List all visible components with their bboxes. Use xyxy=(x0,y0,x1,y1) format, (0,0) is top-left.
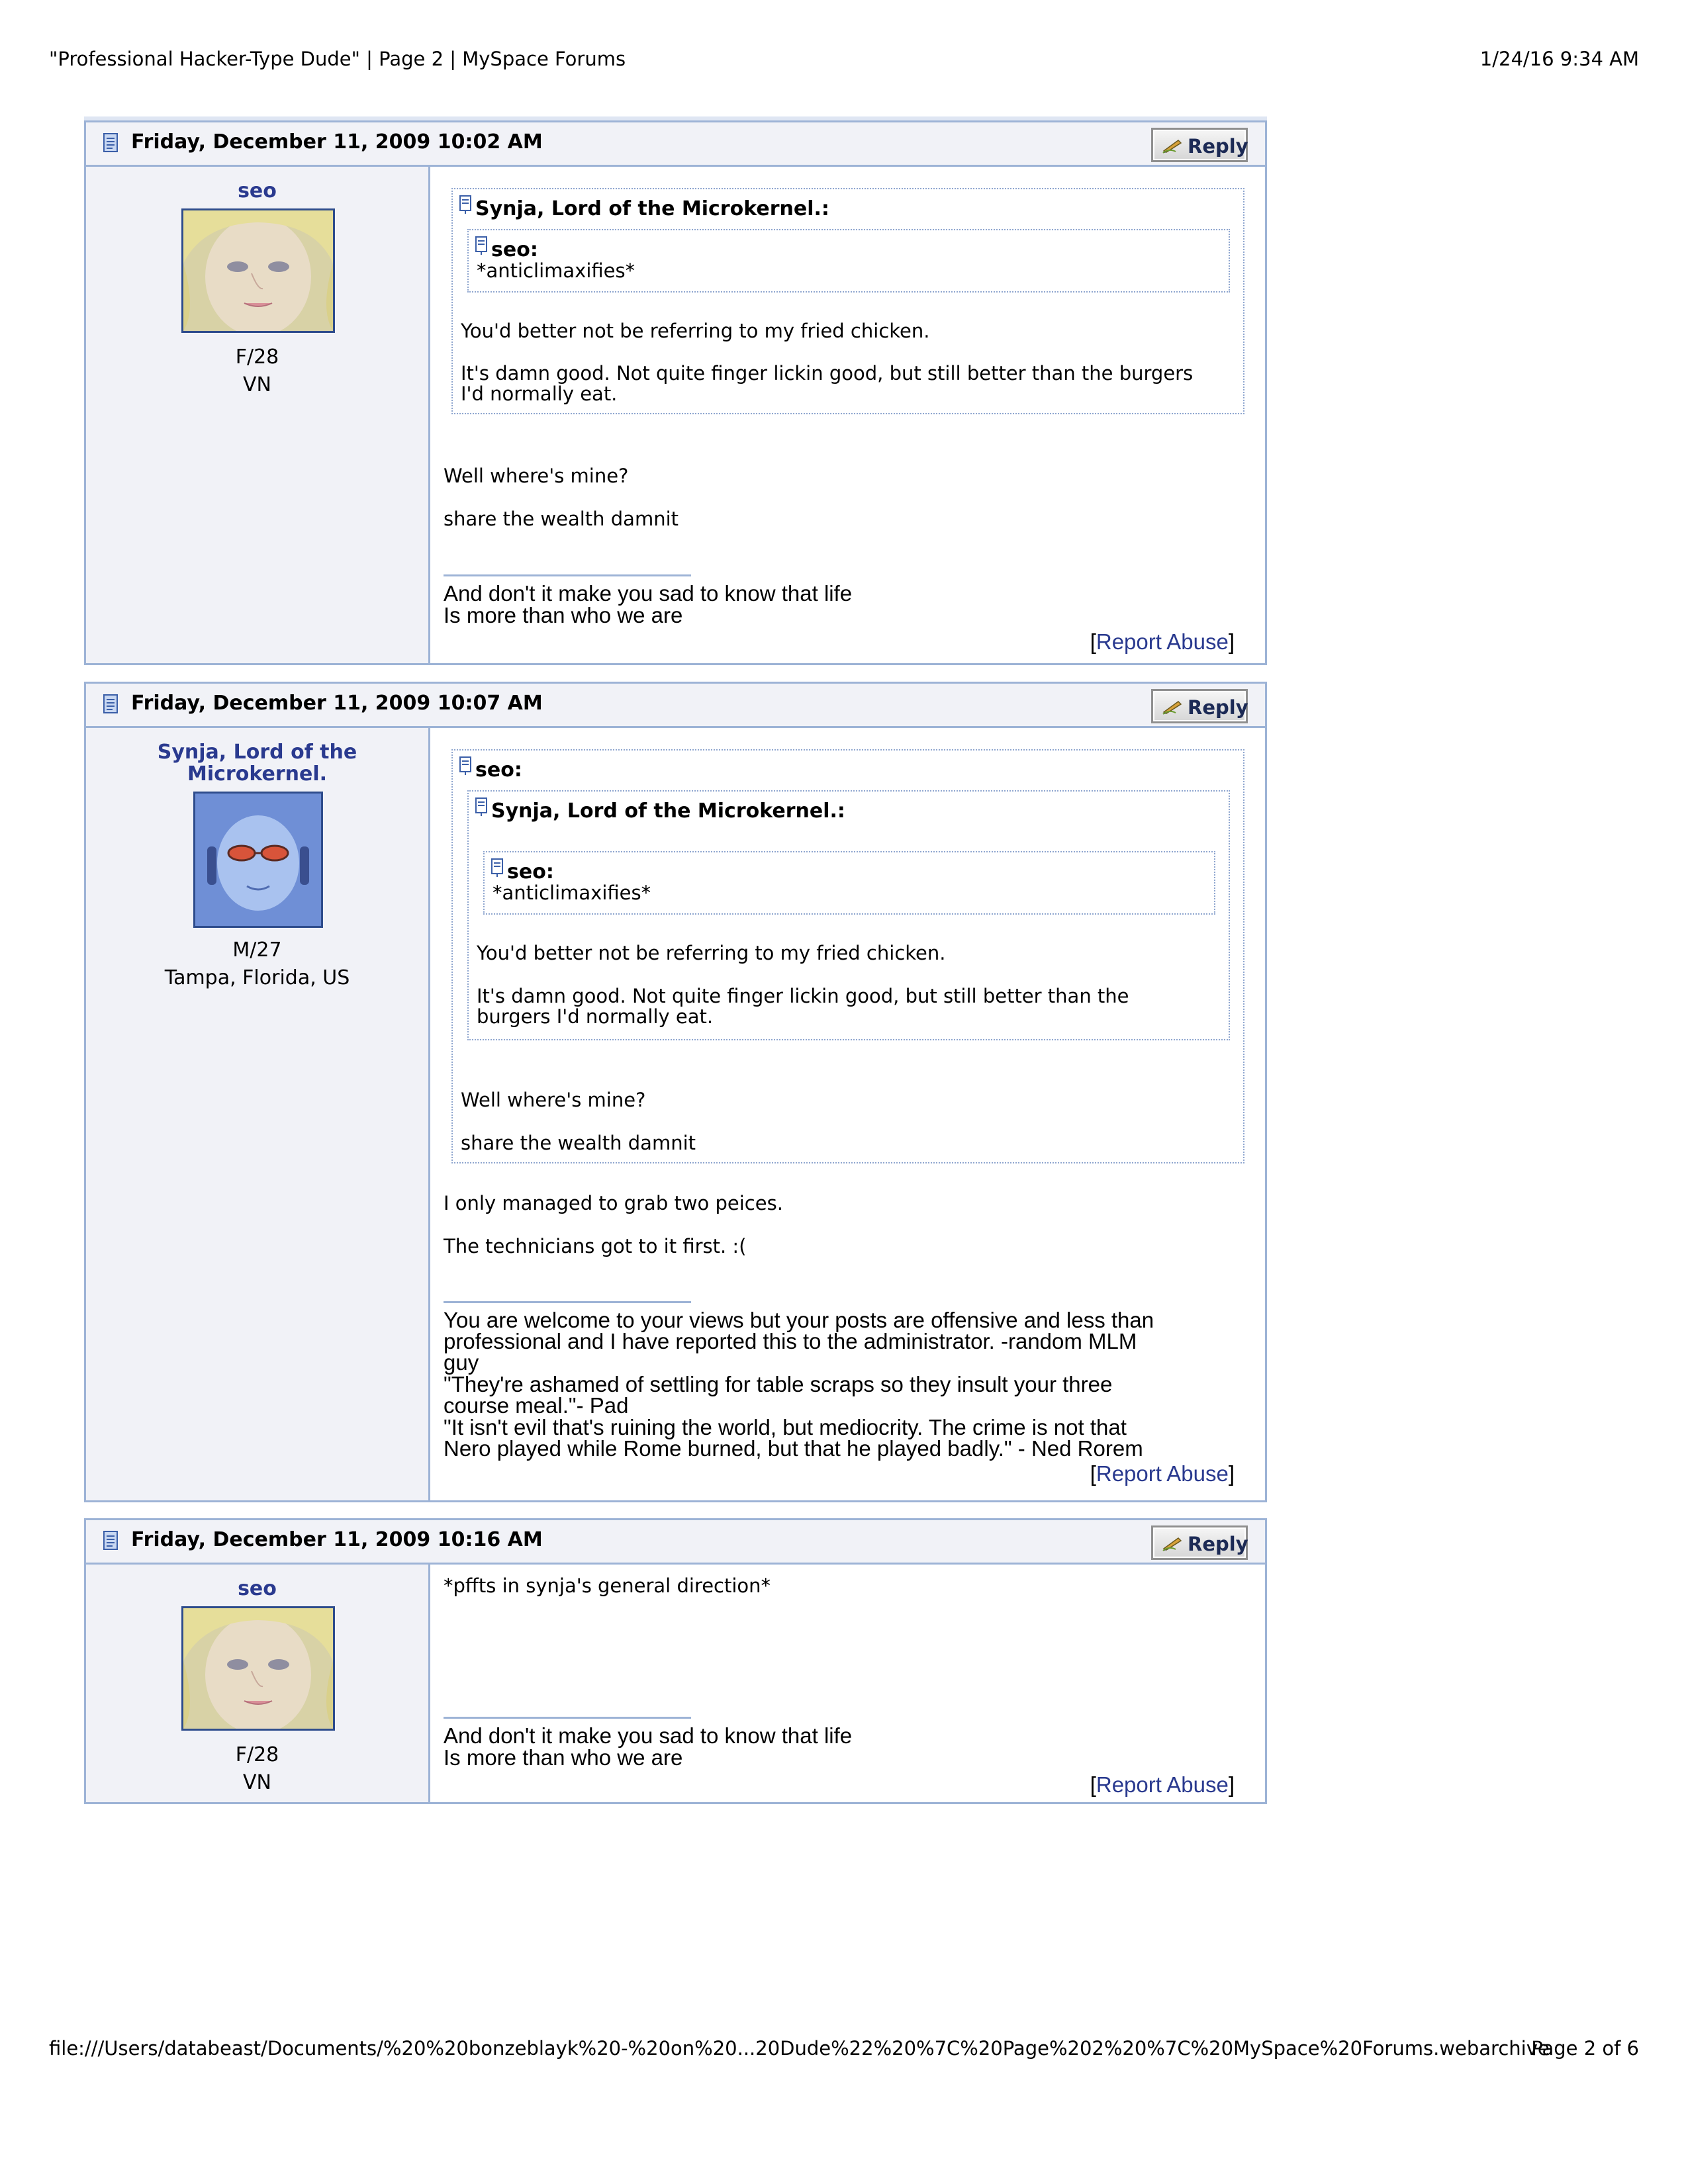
post-text: *pffts in synja's general direction* xyxy=(444,1574,771,1597)
post-content xyxy=(430,728,1265,1500)
post-header xyxy=(86,684,1265,728)
author-name-line2[interactable]: Microkernel. xyxy=(187,762,327,786)
print-footer xyxy=(49,2037,1639,2064)
signature-text: Is more than who we are xyxy=(444,603,683,627)
document-icon xyxy=(103,694,120,715)
signature-text: "They're ashamed of settling for table scraps so they insult your three xyxy=(444,1372,1113,1396)
bracket-close: ] xyxy=(1228,1772,1235,1797)
signature-text: Is more than who we are xyxy=(444,1745,683,1770)
signature-text: course meal."- Pad xyxy=(444,1393,629,1418)
quote-text: It's damn good. Not quite finger lickin good, but still better than the burgers xyxy=(461,362,1194,385)
post-text: I only managed to grab two peices. xyxy=(444,1192,783,1214)
author-name[interactable]: Synja, Lord of the xyxy=(157,741,357,764)
avatar[interactable] xyxy=(181,1606,335,1731)
author-gender-age: F/28 xyxy=(235,345,279,369)
bracket-close: ] xyxy=(1228,629,1235,654)
pencil-icon xyxy=(1162,1537,1185,1551)
reply-label: Reply xyxy=(1188,135,1248,158)
quote-text: I'd normally eat. xyxy=(461,383,618,405)
author-gender-age: M/27 xyxy=(232,938,282,962)
post-text: The technicians got to it first. :( xyxy=(444,1235,747,1257)
post-date: Friday, December 11, 2009 10:02 AM xyxy=(131,130,543,154)
signature-divider xyxy=(444,1717,691,1719)
post-text: share the wealth damnit xyxy=(444,508,679,530)
quote-author: Synja, Lord of the Microkernel.: xyxy=(475,197,829,220)
print-url: file:///Users/databeast/Documents/%20%20bonzeblayk%20-%20on%20...20Dude%22%20%7C%20Page%202%20%7C%20MySpace%20Forums.webarchive xyxy=(49,2037,1550,2060)
author-location: VN xyxy=(243,1771,271,1794)
post-header xyxy=(86,1520,1265,1565)
quote-block xyxy=(467,790,1230,1040)
signature-text: professional and I have reported this to the administrator. -random MLM xyxy=(444,1329,1137,1353)
signature-text: Nero played while Rome burned, but that he played badly." - Ned Rorem xyxy=(444,1436,1143,1461)
quote-block xyxy=(451,188,1244,414)
print-header xyxy=(49,48,1639,74)
quote-text: Well where's mine? xyxy=(461,1089,646,1111)
author-panel xyxy=(86,1565,430,1802)
signature-text: And don't it make you sad to know that life xyxy=(444,581,853,606)
pencil-icon xyxy=(1162,139,1185,154)
print-page-title: "Professional Hacker-Type Dude" | Page 2 | MySpace Forums xyxy=(49,48,626,70)
post-content xyxy=(430,1565,1265,1802)
author-gender-age: F/28 xyxy=(235,1743,279,1766)
quote-block xyxy=(451,749,1244,1163)
quote-author: seo: xyxy=(491,238,538,261)
signature-text: "It isn't evil that's ruining the world, but mediocrity. The crime is not that xyxy=(444,1415,1127,1439)
reply-button[interactable] xyxy=(1151,689,1248,723)
quote-text: *anticlimaxifies* xyxy=(477,259,635,282)
quote-text: burgers I'd normally eat. xyxy=(477,1005,714,1028)
report-abuse xyxy=(1090,1461,1235,1486)
forum-post xyxy=(84,1518,1267,1804)
quote-text: *anticlimaxifies* xyxy=(492,882,651,904)
signature-text: You are welcome to your views but your posts are offensive and less than xyxy=(444,1308,1154,1332)
signature-divider xyxy=(444,1301,691,1303)
author-panel xyxy=(86,167,430,663)
author-name[interactable]: seo xyxy=(238,1577,277,1600)
quote-block xyxy=(483,851,1215,915)
signature-text: guy xyxy=(444,1350,479,1375)
forum-post xyxy=(84,682,1267,1502)
post-text: Well where's mine? xyxy=(444,465,629,487)
quote-icon xyxy=(458,756,473,776)
post-date: Friday, December 11, 2009 10:07 AM xyxy=(131,692,543,715)
author-location: VN xyxy=(243,373,271,396)
quote-icon xyxy=(474,236,489,255)
quote-text: You'd better not be referring to my fried chicken. xyxy=(461,320,930,342)
bracket-open: [ xyxy=(1090,1772,1096,1797)
bracket-open: [ xyxy=(1090,1461,1096,1486)
print-datetime: 1/24/16 9:34 AM xyxy=(1479,48,1639,70)
reply-label: Reply xyxy=(1188,696,1248,719)
post-header xyxy=(86,122,1265,167)
reply-button[interactable] xyxy=(1151,128,1248,162)
quote-author: Synja, Lord of the Microkernel.: xyxy=(491,799,845,823)
quote-author: seo: xyxy=(475,758,522,782)
signature-text: And don't it make you sad to know that life xyxy=(444,1723,853,1748)
reply-button[interactable] xyxy=(1151,1525,1248,1560)
signature-divider xyxy=(444,574,691,576)
report-abuse-link[interactable]: Report Abuse xyxy=(1096,1461,1229,1486)
quote-text: share the wealth damnit xyxy=(461,1132,696,1154)
post-content xyxy=(430,167,1265,663)
bracket-close: ] xyxy=(1228,1461,1235,1486)
print-page-number: Page 2 of 6 xyxy=(1531,2037,1639,2060)
quote-icon xyxy=(458,195,473,214)
report-abuse xyxy=(1090,1772,1235,1797)
forum-post xyxy=(84,120,1267,665)
reply-label: Reply xyxy=(1188,1533,1248,1555)
quote-block xyxy=(467,229,1230,293)
avatar[interactable] xyxy=(193,792,323,928)
avatar[interactable] xyxy=(181,208,335,333)
report-abuse-link[interactable]: Report Abuse xyxy=(1096,629,1229,654)
quote-icon xyxy=(474,797,489,817)
report-abuse-link[interactable]: Report Abuse xyxy=(1096,1772,1229,1797)
pencil-icon xyxy=(1162,700,1185,715)
report-abuse xyxy=(1090,629,1235,655)
author-name[interactable]: seo xyxy=(238,179,277,203)
author-panel xyxy=(86,728,430,1500)
quote-author: seo: xyxy=(507,860,554,884)
document-icon xyxy=(103,132,120,154)
document-icon xyxy=(103,1530,120,1551)
bracket-open: [ xyxy=(1090,629,1096,654)
author-location: Tampa, Florida, US xyxy=(164,966,350,989)
post-date: Friday, December 11, 2009 10:16 AM xyxy=(131,1528,543,1551)
quote-text: You'd better not be referring to my fried chicken. xyxy=(477,942,946,964)
quote-text: It's damn good. Not quite finger lickin good, but still better than the xyxy=(477,985,1129,1007)
quote-icon xyxy=(490,858,504,878)
